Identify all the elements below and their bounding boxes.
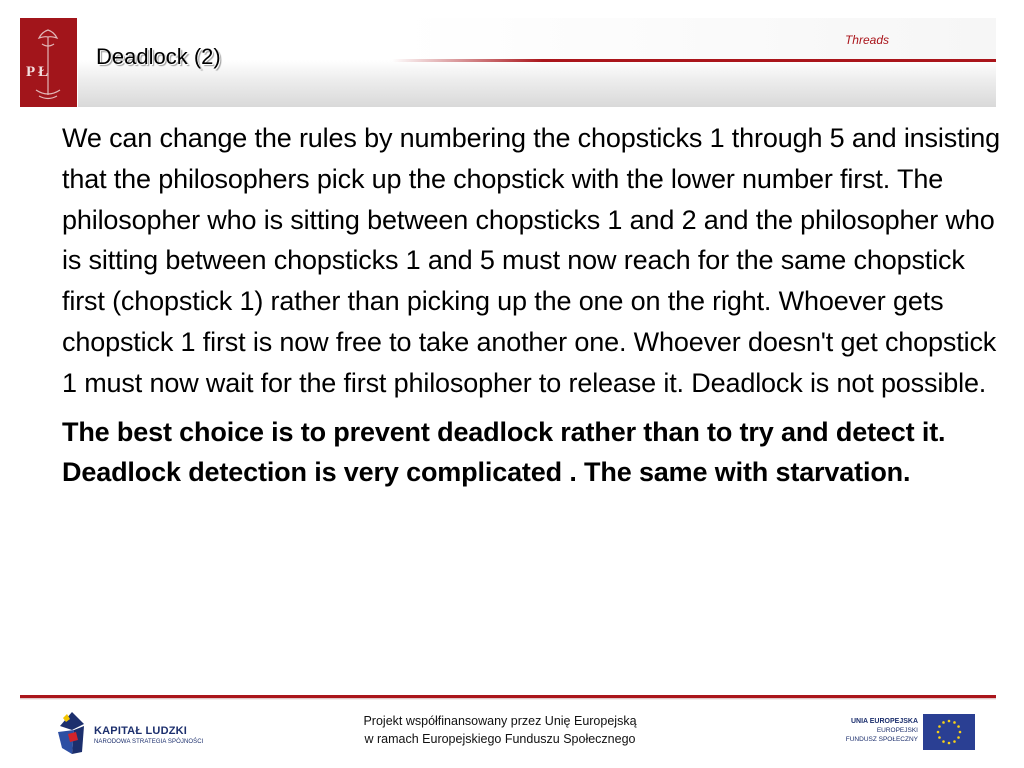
university-emblem-icon <box>20 18 77 107</box>
body-paragraph: We can change the rules by numbering the chopsticks 1 through 5 and insisting that the philosophers pick up the chopstick with the lower number first. The philosopher who is sitting between chopsticks 1 and 2 and the philosopher who is sitting between chopsticks 1 and 5 must now reach for the same chopstick first (chopstick 1) rather than picking up the one on the right. Whoever gets chopstick 1 first is now free to take another one. Whoever doesn't get chopstick 1 must now wait for the first philosopher to release it. Deadlock is not possible. <box>62 123 1001 398</box>
kapital-ludzki-subtitle: NARODOWA STRATEGIA SPÓJNOŚCI <box>94 739 204 745</box>
slide-content <box>62 118 1012 493</box>
footer-funding-note <box>300 712 700 748</box>
footer-divider-shadow <box>20 698 996 700</box>
eu-star <box>948 742 951 745</box>
university-logo <box>20 18 77 107</box>
eu-line-2: EUROPEJSKI <box>876 727 918 734</box>
eu-star <box>948 720 951 723</box>
footer-line-2: w ramach Europejskiego Funduszu Społecznego <box>364 732 636 746</box>
eu-star <box>957 736 960 739</box>
slide-title: Deadlock (2) <box>96 44 221 69</box>
eu-star <box>957 725 960 728</box>
eu-name: UNIA EUROPEJSKA <box>850 718 918 725</box>
header-divider <box>392 59 996 62</box>
eu-star <box>942 740 945 743</box>
eu-star <box>953 740 956 743</box>
footer-line-1: Projekt współfinansowany przez Unię Europejską <box>363 714 637 728</box>
section-label: Threads <box>844 33 889 47</box>
logo-letters: P Ł <box>26 64 49 80</box>
conclusion-paragraph: The best choice is to prevent deadlock rather than to try and detect it. Deadlock detection is very complicated . The same with starvation. <box>62 416 946 488</box>
eu-star <box>942 721 945 724</box>
eu-star <box>937 731 940 734</box>
eu-flag-icon <box>923 714 975 750</box>
kapital-ludzki-title: KAPITAŁ LUDZKI <box>94 725 188 737</box>
eu-star <box>938 736 941 739</box>
eu-line-3: FUNDUSZ SPOŁECZNY <box>845 736 918 743</box>
eu-star <box>938 725 941 728</box>
eu-star <box>953 721 956 724</box>
eu-label <box>830 717 918 744</box>
eu-star <box>959 731 962 734</box>
